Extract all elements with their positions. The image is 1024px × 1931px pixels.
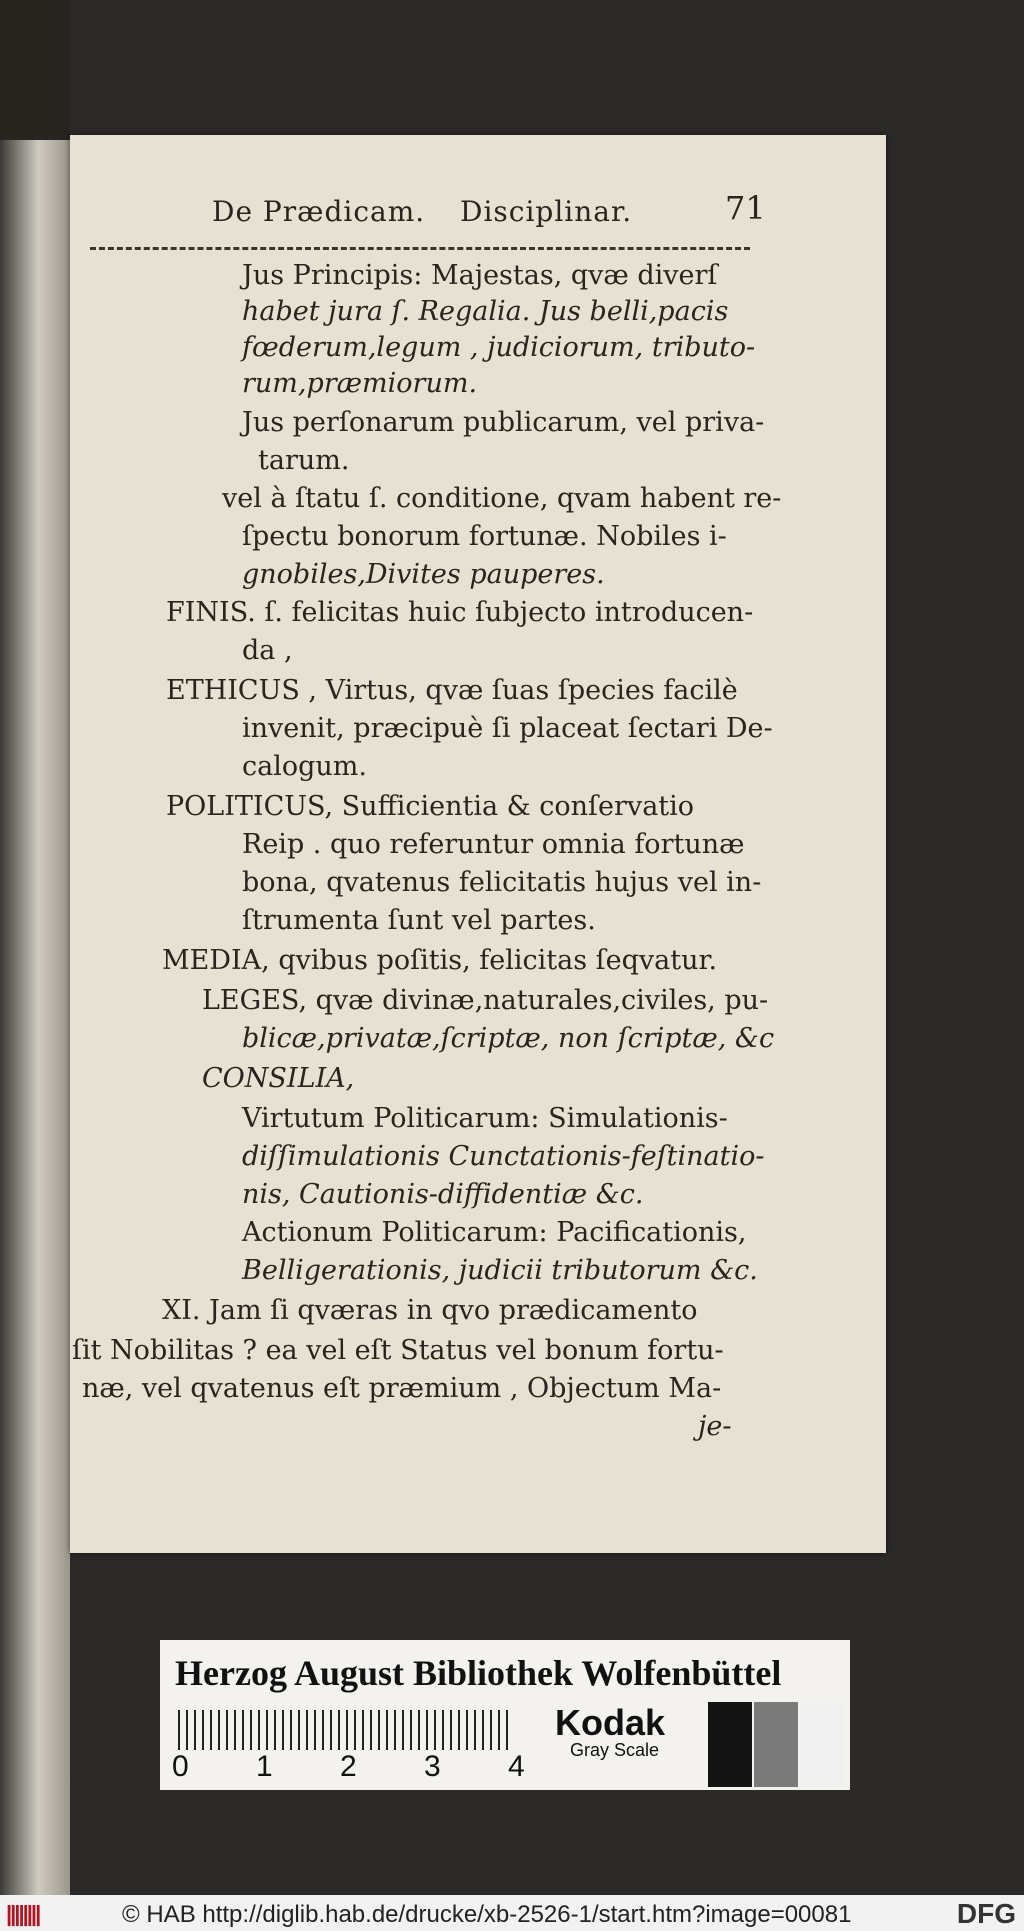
header-left: De Prædicam. (212, 195, 426, 228)
swatch-gray (754, 1702, 798, 1787)
ruler-number: 2 (340, 1750, 357, 1783)
text-line: bona, qvatenus felicitatis hujus vel in- (242, 867, 762, 898)
book-page (70, 135, 886, 1553)
text-line: POLITICUS, Sufficientia & conſervatio (166, 791, 695, 822)
text-line: diſſimulationis Cunctationis-feſtinatio- (242, 1141, 765, 1172)
text-line: fœderum,legum , judiciorum, tributo- (242, 332, 756, 363)
text-line: CONSILIA, (202, 1063, 355, 1094)
text-line: Jus Principis: Majestas, qvæ diverſ (242, 260, 718, 291)
text-line: blicæ,privatæ,ſcriptæ, non ſcriptæ, &c (242, 1023, 775, 1054)
text-line: Jus perſonarum publicarum, vel priva- (242, 407, 765, 438)
gray-scale-label: Gray Scale (570, 1740, 660, 1760)
text-line: gnobiles,Divites pauperes. (242, 559, 605, 590)
copyright-link[interactable]: © HAB http://diglib.hab.de/drucke/xb-2526-1/start.htm?image=00081 (122, 1901, 852, 1928)
text-line: XI. Jam ſi qværas in qvo prædicamento (162, 1295, 698, 1326)
background-dark (0, 0, 70, 140)
text-line: næ, vel qvatenus eſt præmium , Objectum Ma- (82, 1373, 722, 1404)
library-name: Herzog August Bibliothek Wolfenbüttel (175, 1653, 782, 1693)
running-header (70, 189, 886, 235)
ruler-scale (178, 1710, 508, 1750)
text-line: ſtrumenta ſunt vel partes. (242, 905, 596, 936)
text-line: Belligerationis, judicii tributorum &c. (242, 1255, 758, 1286)
page-number: 71 (725, 189, 766, 227)
hab-logo-icon: |||||||| (6, 1901, 40, 1926)
text-line: tarum. (258, 445, 350, 476)
kodak-logo: Kodak (555, 1702, 666, 1743)
footer-bar (0, 1895, 1024, 1931)
swatch-black (708, 1702, 752, 1787)
dfg-logo: DFG (956, 1898, 1016, 1929)
text-line: FINIS. ſ. felicitas huic ſubjecto introducen- (166, 597, 754, 628)
ruler-number: 1 (256, 1750, 273, 1783)
text-line: LEGES, qvæ divinæ,naturales,civiles, pu- (202, 985, 769, 1016)
swatch-white (800, 1702, 844, 1787)
header-rule (90, 247, 750, 250)
text-line: Virtutum Politicarum: Simulationis- (242, 1103, 728, 1134)
catchword: je- (698, 1411, 732, 1442)
ruler-number: 3 (424, 1750, 441, 1783)
text-line: Reip . quo referuntur omnia fortunæ (242, 829, 745, 860)
header-middle: Disciplinar. (460, 195, 633, 228)
color-calibration-label (160, 1640, 850, 1790)
text-line: invenit, præcipuè ſi placeat ſectari De- (242, 713, 773, 744)
text-line: ſpectu bonorum fortunæ. Nobiles i- (242, 521, 727, 552)
text-line: calogum. (242, 751, 367, 782)
text-line: ETHICUS , Virtus, qvæ ſuas ſpecies facilè (166, 675, 738, 706)
text-line: vel à ſtatu ſ. conditione, qvam habent re- (222, 483, 782, 514)
text-line: habet jura ſ. Regalia. Jus belli,pacis (242, 296, 729, 327)
text-line: rum,præmiorum. (242, 368, 478, 399)
text-line: ſit Nobilitas ? ea vel eſt Status vel bonum fortu- (72, 1335, 724, 1366)
ruler-number: 0 (172, 1750, 189, 1783)
adjacent-page-edge (0, 0, 70, 1895)
text-line: MEDIA, qvibus poſitis, felicitas ſeqvatur. (162, 945, 718, 976)
text-line: Actionum Politicarum: Pacificationis, (242, 1217, 747, 1248)
ruler-number: 4 (508, 1750, 525, 1783)
text-line: nis, Cautionis-diffidentiæ &c. (242, 1179, 644, 1210)
text-line: da , (242, 635, 293, 666)
